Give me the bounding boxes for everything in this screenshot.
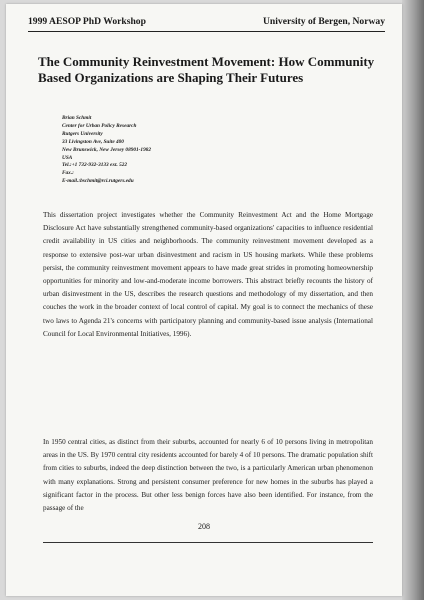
author-affiliation-university: Rutgers University <box>62 130 103 137</box>
paper-title: The Community Reinvestment Movement: How Community Based Organizations are Shaping Their Futures <box>38 54 375 85</box>
author-fax: Fax.: <box>62 170 74 177</box>
author-name: Brian Schmit <box>62 115 92 121</box>
page-number: 208 <box>198 522 210 531</box>
header-rule <box>28 31 385 32</box>
header-left: 1999 AESOP PhD Workshop <box>28 16 146 27</box>
author-address-country: USA <box>62 154 73 161</box>
abstract-paragraph: This dissertation project investigates whether the Community Reinvestment Act and the Home Mortgage Disclosure Act have substantially strengthened community-based organizations' capacities to influence residential credit availability in US cities and neighborhoods. The community reinvestment movement developed as a response to extensive post-war urban disinvestment and racism in US housing markets. While these problems persist, the community reinvestment movement appears to have made great strides in promoting homeownership opportunities for minority and low-and-moderate income borrowers. This abstract briefly recounts the history of urban disinvestment in the US, describes the research questions and methodology of my dissertation, and then couches the work in the broader context of local control of capital. My goal is to connect the mechanics of these two laws to Agenda 21's concerns with participatory planning and community-based issue analysis (International Council for Local Environmental Initiatives, 1996). <box>43 211 373 338</box>
author-address-city: New Brunswick, New Jersey 08901-1982 <box>62 146 152 153</box>
intro-paragraph: In 1950 central cities, as distinct from their suburbs, accounted for nearly 6 of 10 persons living in metropolitan areas in the US. By 1970 central city residents accounted for barely 4 of 10 persons. The dramatic population shift from cities to suburbs, indeed the deep distinction between the two, is a particularly American urban phenomenon with many explanations. Strong and persistent consumer preference for new homes in the suburbs has played a significant factor in the process. But other less benign forces have also been identified. For instance, from the passage of the <box>43 438 373 513</box>
author-telephone: Tel.:+1 732-932-3133 ext. 522 <box>62 162 128 169</box>
author-email: E-mail.:bschmit@rci.rutgers.edu <box>62 178 134 185</box>
footer-rule <box>43 542 373 543</box>
author-affiliation-center: Center for Urban Policy Research <box>62 122 137 129</box>
scan-edge-shadow <box>402 0 424 600</box>
header-right: University of Bergen, Norway <box>262 16 385 27</box>
document-page <box>6 4 402 596</box>
author-block <box>62 115 282 186</box>
author-address-street: 33 Livingston Ave, Suite 400 <box>62 138 124 145</box>
running-header <box>28 16 385 27</box>
